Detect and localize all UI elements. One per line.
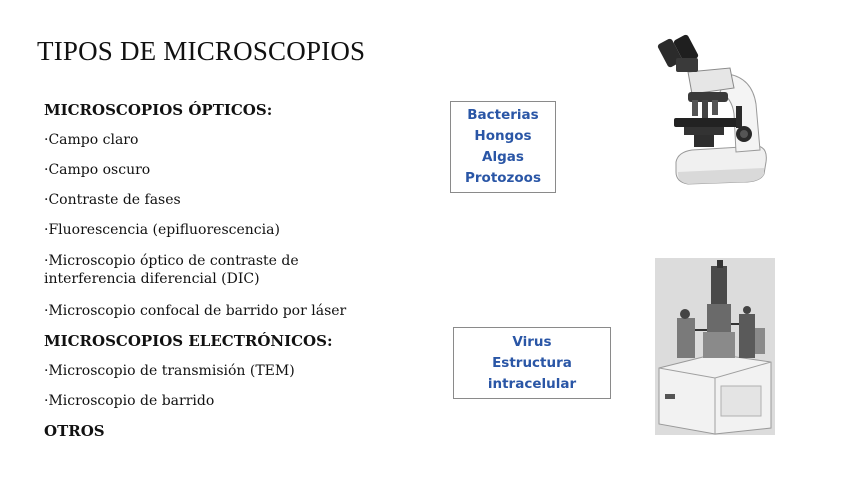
list-item: ·Fluorescencia (epifluorescencia) [44, 222, 280, 238]
optical-heading: MICROSCOPIOS ÓPTICOS: [44, 101, 273, 119]
box-line: Virus [512, 333, 552, 350]
electronic-heading: MICROSCOPIOS ELECTRÓNICOS: [44, 332, 333, 350]
box-line: Protozoos [465, 170, 541, 186]
list-item: ·Contraste de fases [44, 192, 181, 208]
list-item: ·Microscopio de barrido [44, 393, 215, 409]
list-item: ·Microscopio óptico de contraste de [44, 253, 299, 269]
box-line: intracelular [487, 375, 577, 392]
list-item-continued: interferencia diferencial (DIC) [44, 271, 260, 287]
list-item: ·Microscopio confocal de barrido por láser [44, 303, 347, 319]
box-line: Estructura [492, 354, 572, 371]
box-line: Bacterias [467, 107, 539, 123]
list-item: ·Microscopio de transmisión (TEM) [44, 363, 295, 379]
box-line: Algas [482, 149, 524, 165]
optical-targets-box [450, 101, 556, 193]
electron-microscope-image [655, 258, 775, 435]
optical-microscope-image [648, 34, 772, 186]
list-item: ·Campo claro [44, 132, 139, 148]
electronic-targets-box [453, 327, 611, 399]
others-heading: OTROS [44, 422, 105, 440]
slide-title: TIPOS DE MICROSCOPIOS [37, 36, 366, 66]
box-line: Hongos [474, 128, 532, 144]
list-item: ·Campo oscuro [44, 162, 151, 178]
